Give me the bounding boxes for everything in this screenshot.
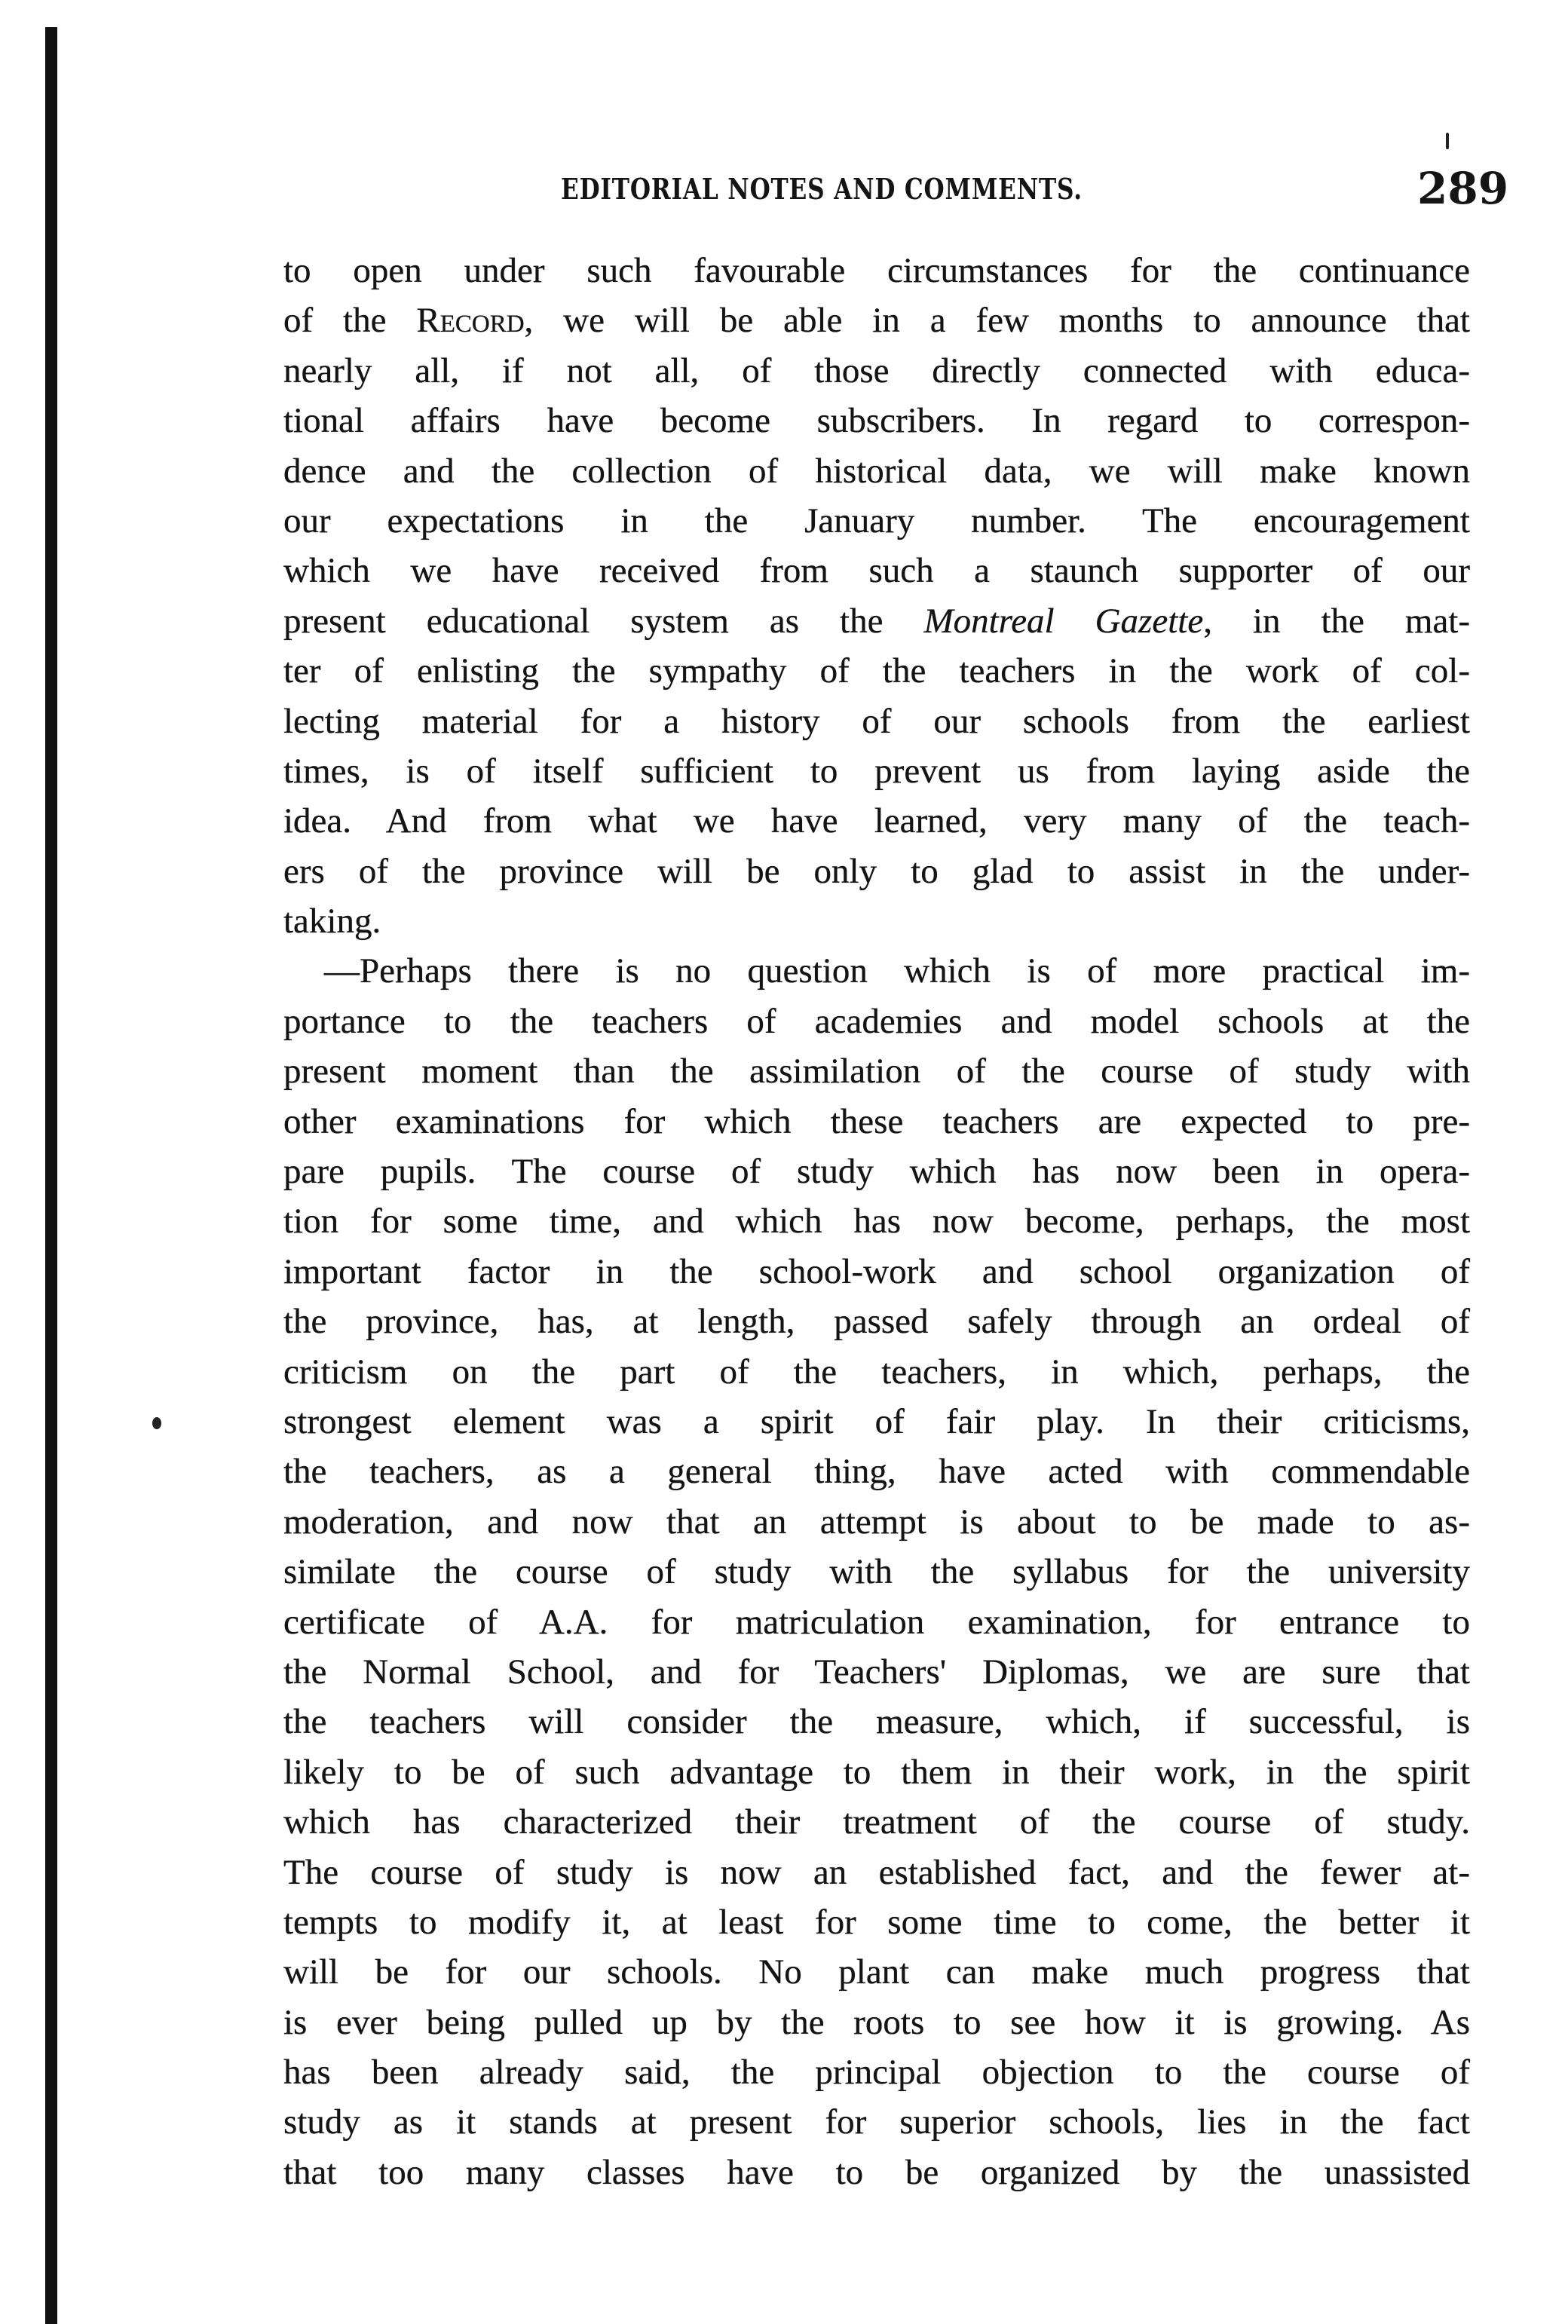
text-segment: present educational system as the: [283, 601, 924, 641]
text-line: [283, 1897, 1470, 1947]
text-line: [283, 1547, 1470, 1597]
text-segment: times, is of itself sufficient to prevent us from laying aside the: [283, 751, 1470, 791]
text-segment: of the: [283, 301, 417, 341]
text-line: [283, 796, 1470, 846]
text-line: [283, 847, 1470, 896]
margin-ink-speck: [1446, 133, 1449, 149]
text-line: [283, 1097, 1470, 1147]
text-line: [283, 1497, 1470, 1547]
text-line: [283, 2148, 1470, 2197]
text-segment: —Perhaps there is no question which is of more practical im-: [324, 951, 1470, 991]
text-segment: similate the course of study with the syllabus for the university: [283, 1552, 1470, 1592]
text-segment: The course of study is now an established fact, and the fewer at-: [283, 1852, 1470, 1892]
text-line: [283, 1147, 1470, 1196]
text-segment: which we have received from such a staunch supporter of our: [283, 551, 1470, 591]
text-line: [283, 997, 1470, 1046]
running-title: EDITORIAL NOTES AND COMMENTS.: [561, 172, 1083, 206]
text-line: [283, 946, 1470, 996]
text-segment: tional affairs have become subscribers. In regard to correspon-: [283, 401, 1470, 441]
text-line: [283, 2097, 1470, 2147]
text-segment: has been already said, the principal objection to the course of: [283, 2053, 1470, 2093]
text-segment: nearly all, if not all, of those directly connected with educa-: [283, 351, 1470, 390]
text-line: [283, 1046, 1470, 1096]
text-line: [283, 246, 1470, 295]
text-line: [283, 896, 1470, 946]
text-line: [283, 1597, 1470, 1647]
text-segment: lecting material for a history of our schools from the earliest: [283, 701, 1470, 741]
text-segment: ers of the province will be only to glad to assist in the under-: [283, 851, 1470, 891]
text-segment: the teachers will consider the measure, which, if successful, is: [283, 1702, 1470, 1742]
text-segment: will be for our schools. No plant can make much progress that: [283, 1952, 1470, 1992]
text-line: [283, 1697, 1470, 1747]
text-line: [283, 697, 1470, 746]
text-segment: portance to the teachers of academies and model schools at the: [283, 1001, 1470, 1041]
text-segment: taking.: [283, 902, 381, 942]
small-caps-text: Record: [416, 301, 525, 341]
text-segment: the teachers, as a general thing, have acted with commendable: [283, 1452, 1470, 1492]
text-line: [283, 1647, 1470, 1697]
text-segment: criticism on the part of the teachers, in which, perhaps, the: [283, 1352, 1470, 1392]
page-number: 289: [1417, 163, 1509, 214]
text-segment: our expectations in the January number. The encouragement: [283, 501, 1470, 540]
text-segment: strongest element was a spirit of fair play. In their criticisms,: [283, 1401, 1470, 1441]
text-segment: is ever being pulled up by the roots to see how it is growing. As: [283, 2002, 1470, 2042]
text-line: [283, 396, 1470, 446]
italic-text: Montreal Gazette: [923, 601, 1204, 641]
text-segment: important factor in the school-work and school organization of: [283, 1251, 1470, 1291]
text-line: [283, 295, 1470, 345]
text-segment: study as it stands at present for superior schools, lies in the fact: [283, 2102, 1470, 2142]
text-segment: idea. And from what we have learned, very many of the teach-: [283, 801, 1470, 841]
text-segment: likely to be of such advantage to them in their work, in the spirit: [283, 1752, 1470, 1792]
text-line: [283, 1247, 1470, 1297]
text-segment: present moment than the assimilation of the course of study with: [283, 1052, 1470, 1092]
text-line: [283, 1998, 1470, 2047]
text-line: [283, 1797, 1470, 1847]
margin-ink-speck: [152, 1417, 161, 1429]
text-line: [283, 496, 1470, 546]
text-line: [283, 546, 1470, 596]
text-segment: to open under such favourable circumstances for the continuance: [283, 251, 1470, 290]
text-line: [283, 1747, 1470, 1797]
text-segment: tion for some time, and which has now become, perhaps, the most: [283, 1202, 1470, 1242]
text-segment: , we will be able in a few months to announce that: [524, 301, 1470, 341]
text-segment: dence and the collection of historical data, we will make known: [283, 451, 1470, 491]
text-segment: moderation, and now that an attempt is about to be made to as-: [283, 1502, 1470, 1542]
text-line: [283, 1447, 1470, 1496]
article-body: [283, 246, 1470, 2197]
text-segment: the Normal School, and for Teachers' Diplomas, we are sure that: [283, 1652, 1470, 1692]
text-line: [283, 1347, 1470, 1397]
text-line: [283, 2047, 1470, 2097]
text-line: [283, 1297, 1470, 1346]
text-line: [283, 446, 1470, 496]
page-binding-edge: [45, 27, 57, 2324]
text-segment: the province, has, at length, passed safely through an ordeal of: [283, 1302, 1470, 1342]
text-segment: which has characterized their treatment of the course of study.: [283, 1802, 1470, 1842]
text-line: [283, 346, 1470, 396]
text-segment: pare pupils. The course of study which has now been in opera-: [283, 1152, 1470, 1192]
text-segment: other examinations for which these teachers are expected to pre-: [283, 1101, 1470, 1141]
text-segment: , in the mat-: [1203, 601, 1471, 641]
text-line: [283, 596, 1470, 646]
text-segment: that too many classes have to be organized by the unassisted: [283, 2152, 1470, 2192]
text-line: [283, 1397, 1470, 1447]
text-segment: certificate of A.A. for matriculation examination, for entrance to: [283, 1602, 1470, 1642]
text-line: [283, 746, 1470, 796]
text-line: [283, 1196, 1470, 1246]
text-segment: tempts to modify it, at least for some time to come, the better it: [283, 1902, 1470, 1942]
text-line: [283, 1848, 1470, 1897]
text-line: [283, 1947, 1470, 1997]
text-line: [283, 646, 1470, 696]
text-segment: ter of enlisting the sympathy of the teachers in the work of col-: [283, 651, 1470, 691]
